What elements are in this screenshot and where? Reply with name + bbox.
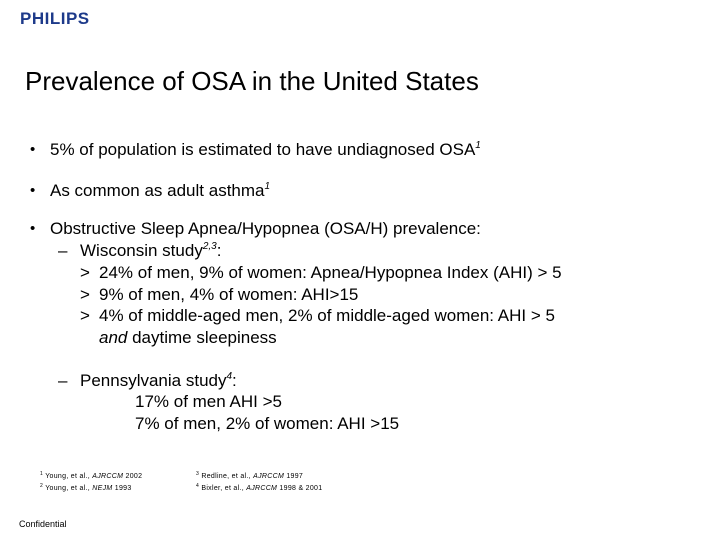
bullet-osah-prevalence: Obstructive Sleep Apnea/Hypopnea (OSA/H) prevalence:: [50, 219, 481, 238]
sub-dash: –: [58, 371, 68, 390]
reference-2: $^2$ Young, et al., NEJM 1993: [40, 483, 132, 492]
reference-4: $^4$ Bixler, et al., AJRCCM 1998 & 2001: [196, 483, 323, 492]
pennsylvania-item: 17% of men AHI >5: [135, 392, 282, 411]
slide-title: Prevalence of OSA in the United States: [25, 66, 479, 96]
pennsylvania-study-label: Pennsylvania study$^4$:: [80, 371, 237, 390]
wisconsin-item-continuation: and daytime sleepiness: [99, 328, 277, 347]
bullet-marker: •: [30, 182, 36, 199]
wisconsin-item: 24% of men, 9% of women: Apnea/Hypopnea Index (AHI) > 5: [99, 263, 562, 282]
philips-logo: PHILIPS: [20, 9, 90, 28]
arrow-marker: >: [80, 306, 90, 325]
wisconsin-item: 4% of middle-aged men, 2% of middle-aged women: AHI > 5: [99, 306, 555, 325]
bullet-marker: •: [30, 220, 36, 237]
sub-dash: –: [58, 241, 68, 260]
arrow-marker: >: [80, 285, 90, 304]
arrow-marker: >: [80, 263, 90, 282]
wisconsin-study-label: Wisconsin study$^{2,3}$:: [80, 241, 222, 260]
wisconsin-item: 9% of men, 4% of women: AHI>15: [99, 285, 359, 304]
confidential-label: Confidential: [19, 519, 67, 529]
bullet-marker: •: [30, 141, 36, 158]
pennsylvania-item: 7% of men, 2% of women: AHI >15: [135, 414, 400, 433]
bullet-adult-asthma: As common as adult asthma$^1$: [50, 181, 271, 200]
reference-1: $^1$ Young, et al., AJRCCM 2002: [40, 471, 143, 480]
bullet-undiagnosed-osa: 5% of population is estimated to have undiagnosed OSA$^1$: [50, 140, 481, 159]
reference-3: $^3$ Redline, et al., AJRCCM 1997: [196, 471, 304, 480]
